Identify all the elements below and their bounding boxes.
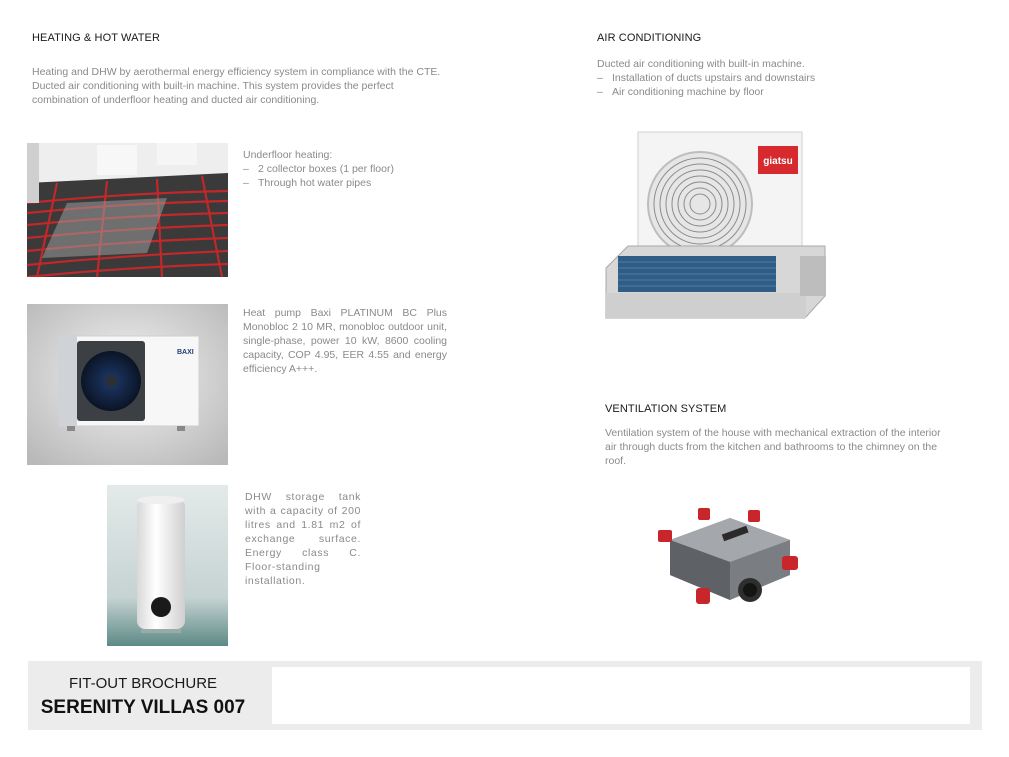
dhw-tank-text [245, 490, 361, 588]
footer-title: SERENITY VILLAS 007 [40, 697, 246, 718]
air-conditioning-intro: Ducted air conditioning with built-in machine. [597, 58, 805, 70]
footer-blank-panel [272, 667, 970, 724]
heating-intro-text: Heating and DHW by aerothermal energy efficiency system in compliance with the CTE. Ducted air conditioning with built-in machine. This system provides the perfect combination of underfloor heating and ducted air conditioning. [32, 66, 441, 106]
air-conditioning-title: AIR CONDITIONING [597, 32, 702, 44]
ventilation-unit-image [650, 500, 805, 625]
giatsu-logo: giatsu [763, 156, 793, 167]
underfloor-heating-title: Underfloor heating: [243, 149, 333, 161]
underfloor-heating-list [243, 162, 453, 190]
list-item: – Installation of ducts upstairs and downstairs [597, 71, 957, 85]
heating-title: HEATING & HOT WATER [32, 32, 160, 44]
air-conditioning-list [597, 71, 957, 99]
footer [28, 661, 982, 730]
list-item: – Air conditioning machine by floor [597, 85, 957, 99]
dhw-tank-image [107, 485, 228, 646]
ventilation-description: Ventilation system of the house with mechanical extraction of the interior air through ducts from the kitchen and bathrooms to the chimney on the roof. [605, 427, 941, 467]
ventilation-text [605, 426, 955, 468]
air-conditioning-text [597, 57, 957, 99]
underfloor-heating-text [243, 148, 453, 190]
list-item: – Through hot water pipes [243, 176, 453, 190]
dhw-tank-description: DHW storage tank with a capacity of 200 litres and 1.81 m2 of exchange surface. Energy class C. Floor-standing installation. [245, 491, 361, 587]
footer-subtitle: FIT-OUT BROCHURE [68, 675, 218, 692]
air-conditioning-image [600, 128, 835, 328]
underfloor-heating-image [27, 143, 228, 277]
heat-pump-description: Heat pump Baxi PLATINUM BC Plus Monobloc 2 10 MR, monobloc outdoor unit, single-phase, power 10 kW, 8600 cooling capacity, COP 4.95, EER 4.55 and energy efficiency A+++. [243, 307, 447, 375]
baxi-logo: BAXI [177, 349, 194, 356]
list-item: – 2 collector boxes (1 per floor) [243, 162, 453, 176]
heat-pump-text [243, 306, 447, 376]
ventilation-title: VENTILATION SYSTEM [605, 403, 727, 415]
heating-intro [32, 65, 450, 107]
heat-pump-image [27, 304, 228, 465]
